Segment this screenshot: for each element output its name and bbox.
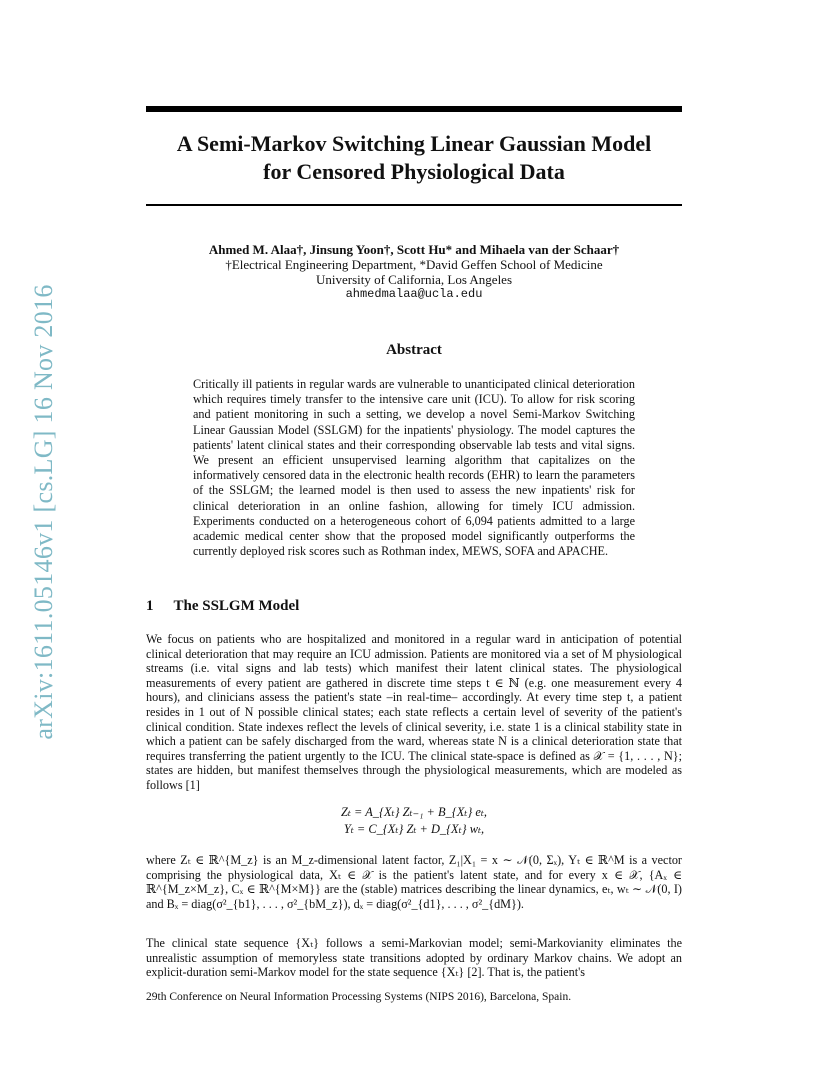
- section-paragraph-1: We focus on patients who are hospitalized and monitored in a regular ward in anticipation of potential clinical deterioration that may require an ICU admission. Patients are monitored via a set of M physiological streams (i.e. vital signs and lab tests) which manifest their latent clinical states. The physiological measurements of every patient are gathered in discrete time steps t ∈ ℕ (e.g. one measurement every 4 hours), and clinicians assess the patient's state –in real-time– accordingly. At every time step t, a patient resides in 1 out of N possible clinical states; each state reflects a certain level of severity of the patient's clinical condition. State indexes reflect the levels of clinical severity, i.e. state 1 is a clinical stability state in which a patient can be safely discharged from the ward, whereas state N is a clinical deterioration state that requires transferring the patient urgently to the ICU. The clinical state-space is defined as 𝒳 = {1, . . . , N}; states are hidden, but manifest themselves through the physiological measurements, which are modeled as follows [1]: [146, 632, 682, 792]
- abstract-text: Critically ill patients in regular wards are vulnerable to unanticipated clinical deterioration which requires timely transfer to the intensive care unit (ICU). To allow for risk scoring and patient monitoring in such a setting, we develop a novel Semi-Markov Switching Linear Gaussian Model (SSLGM) for the inpatients' physiology. The model captures the patients' latent clinical states and their corresponding observable lab tests and vital signs. We present an efficient unsupervised learning algorithm that capitalizes on the informatively censored data in the electronic health records (EHR) to learn the parameters of the SSLGM; the learned model is then used to assess the new inpatients' risk for clinical deterioration in an online fashion, allowing for timely ICU admission. Experiments conducted on a heterogeneous cohort of 6,094 patients admitted to a large academic medical center show that the proposed model significantly outperforms the currently deployed risk scores such as Rothman index, MEWS, SOFA and APACHE.: [193, 377, 635, 559]
- arxiv-side-identifier[interactable]: [24, 252, 64, 772]
- author-block: [146, 242, 682, 302]
- conference-footer: 29th Conference on Neural Information Processing Systems (NIPS 2016), Barcelona, Spain.: [146, 991, 572, 1003]
- equation-block: [146, 804, 682, 838]
- arxiv-identifier-text[interactable]: arXiv:1611.05146v1 [cs.LG] 16 Nov 2016: [29, 284, 58, 740]
- section-number: 1: [146, 598, 154, 614]
- section-title: The SSLGM Model: [173, 598, 300, 614]
- title-line-1: A Semi-Markov Switching Linear Gaussian Model: [176, 131, 652, 156]
- section-paragraph-2: where Zₜ ∈ ℝ^{M_z} is an M_z-dimensional latent factor, Z₁|X₁ = x ∼ 𝒩(0, Σₓ), Yₜ ∈ ℝ^M is a vector comprising the physiological data, Xₜ ∈ 𝒳 is the patient's latent state, and for every x ∈ 𝒳, {Aₓ ∈ ℝ^{M_z×M_z}, Cₓ ∈ ℝ^{M×M}} are the (stable) matrices describing the linear dynamics, eₜ, wₜ ∼ 𝒩(0, I) and Bₓ = diag(σ²_{b1}, . . . , σ²_{bM_z}), dₓ = diag(σ²_{d1}, . . . , σ²_{dM}).: [146, 853, 682, 911]
- equation-line-2: Yₜ = C_{Xₜ} Zₜ + D_{Xₜ} wₜ,: [343, 822, 485, 836]
- title-line-2: for Censored Physiological Data: [263, 159, 565, 184]
- author-affiliation: †Electrical Engineering Department, *David Geffen School of Medicine: [225, 257, 603, 272]
- title-top-rule: [146, 106, 682, 112]
- section-heading: [146, 598, 299, 615]
- title-bottom-rule: [146, 204, 682, 206]
- section-paragraph-3: The clinical state sequence {Xₜ} follows a semi-Markovian model; semi-Markovianity eliminates the unrealistic assumption of memoryless state transitions adopted by ordinary Markov chains. We adopt an explicit-duration semi-Markov model for the state sequence {Xₜ} [2]. That is, the patient's: [146, 936, 682, 980]
- author-university: University of California, Los Angeles: [315, 272, 513, 287]
- equation-line-1: Zₜ = A_{Xₜ} Zₜ₋₁ + B_{Xₜ} eₜ,: [340, 805, 488, 819]
- author-names: Ahmed M. Alaa†, Jinsung Yoon†, Scott Hu* and Mihaela van der Schaar†: [208, 242, 620, 257]
- paper-title: [146, 130, 682, 186]
- author-email[interactable]: ahmedmalaa@ucla.edu: [345, 287, 483, 301]
- abstract-heading: Abstract: [386, 342, 442, 358]
